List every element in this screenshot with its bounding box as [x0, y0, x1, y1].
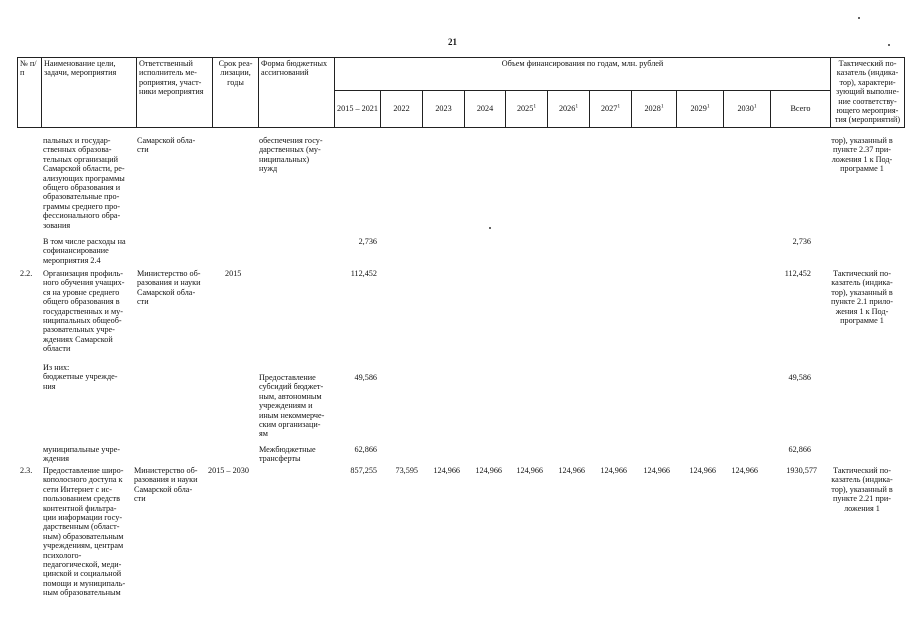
- year-2030: 2030$^1$: [724, 91, 771, 128]
- row-value-2024: 124,966: [475, 466, 502, 475]
- row-value-2015-2021: 857,255: [350, 466, 377, 475]
- row-tactical: Тактический по- казатель (индика- тор), указанный в пункте 2.1 прило- жения 1 к Под- программе 1: [830, 269, 894, 326]
- funding-table-header: [17, 57, 905, 128]
- page-number: 21: [448, 37, 457, 47]
- row-value-2015-2021: 112,452: [350, 269, 377, 278]
- scan-speck: [888, 44, 890, 46]
- row-form: обеспечения госу- дарственных (му- ниципальных) нужд: [259, 136, 323, 174]
- year-2028: 2028$^1$: [632, 91, 677, 128]
- year-2025: 2025$^1$: [506, 91, 548, 128]
- row-value-2015-2021: 62,866: [354, 445, 377, 454]
- year-total: Всего: [771, 91, 831, 128]
- header-funding: Объем финансирования по годам, млн. рублей: [335, 58, 831, 91]
- scan-speck: [858, 17, 860, 19]
- year-2023: 2023: [423, 91, 465, 128]
- scan-speck: [489, 227, 491, 229]
- row-form: Межбюджетные трансферты: [259, 445, 316, 464]
- header-tactical: Тактический по-казатель (индика-тор), характери-зующий выполне-ние соответству-ющего мероприя-тия (мероприятий): [831, 58, 905, 128]
- row-value-total: 62,866: [788, 445, 811, 454]
- row-value-total: 1930,577: [786, 466, 817, 475]
- row-executor: Министерство об- разования и науки Самарской обла- сти: [134, 466, 198, 504]
- row-goal: В том числе расходы на софинансирование мероприятия 2.4: [43, 237, 126, 265]
- row-form: Предоставление субсидий бюджет- ным, автономным учреждениям и иным некоммерче- ским организаци- ям: [259, 373, 325, 439]
- row-number: 2.2.: [20, 269, 33, 278]
- header-goal: Наименование цели, задачи, мероприятия: [42, 58, 137, 128]
- header-form: Форма бюджетных ассигнований: [259, 58, 335, 128]
- row-term: 2015: [225, 269, 242, 278]
- row-value-2030: 124,966: [731, 466, 758, 475]
- year-2022: 2022: [381, 91, 423, 128]
- row-value-2015-2021: 49,586: [354, 373, 377, 382]
- row-value-2022: 73,595: [395, 466, 418, 475]
- year-2015-2021: 2015 – 2021: [335, 91, 381, 128]
- row-tactical: Тактический по- казатель (индика- тор), указанный в пункте 2.21 при- ложения 1: [831, 466, 893, 513]
- row-value-total: 49,586: [788, 373, 811, 382]
- row-goal: муниципальные учре- ждения: [43, 445, 120, 464]
- row-executor: Самарской обла- сти: [137, 136, 196, 155]
- row-term: 2015 – 2030: [208, 466, 249, 475]
- year-2027: 2027$^1$: [590, 91, 632, 128]
- row-value-2029: 124,966: [689, 466, 716, 475]
- row-value-2025: 124,966: [516, 466, 543, 475]
- row-executor: Министерство об- разования и науки Самарской обла- сти: [137, 269, 201, 307]
- year-2026: 2026$^1$: [548, 91, 590, 128]
- row-value-2026: 124,966: [558, 466, 585, 475]
- header-num: № п/п: [18, 58, 42, 128]
- header-executor: Ответственный исполнитель ме-роприятия, участ-ники мероприятия: [137, 58, 213, 128]
- row-value-2015-2021: 2,736: [358, 237, 377, 246]
- row-value-2023: 124,966: [433, 466, 460, 475]
- year-2029: 2029$^1$: [677, 91, 724, 128]
- year-2024: 2024: [465, 91, 506, 128]
- row-value-2027: 124,966: [600, 466, 627, 475]
- row-value-total: 2,736: [792, 237, 811, 246]
- header-term: Срок реа-лизации, годы: [213, 58, 259, 128]
- row-goal: Организация профиль- ного обучения учащих- ся на уровне среднего общего образования в государственных и му- ниципальных общеоб- разовательных учре- ждениях Самарской области: [43, 269, 125, 354]
- row-number: 2.3.: [20, 466, 33, 475]
- row-goal: Из них: бюджетные учрежде- ния: [43, 363, 118, 391]
- row-goal: Предоставление широ- кополосного доступа к сети Интернет с ис- пользованием средств контентной фильтра- ции информации госу- дарственным (област- ным) образовательным учреждениям, центрам психолого- педагогической, меди- цинской и социальной помощи и муниципаль- ным образовательным: [43, 466, 126, 598]
- row-value-total: 112,452: [784, 269, 811, 278]
- row-tactical: тор), указанный в пункте 2.37 при- ложения 1 к Под- программе 1: [831, 136, 893, 174]
- row-value-2028: 124,966: [643, 466, 670, 475]
- row-goal: пальных и государ- ственных образова- тельных организаций Самарской области, ре- ализующих программы общего образования и образовательные про- граммы среднего про- фессионального обра- зования: [43, 136, 125, 230]
